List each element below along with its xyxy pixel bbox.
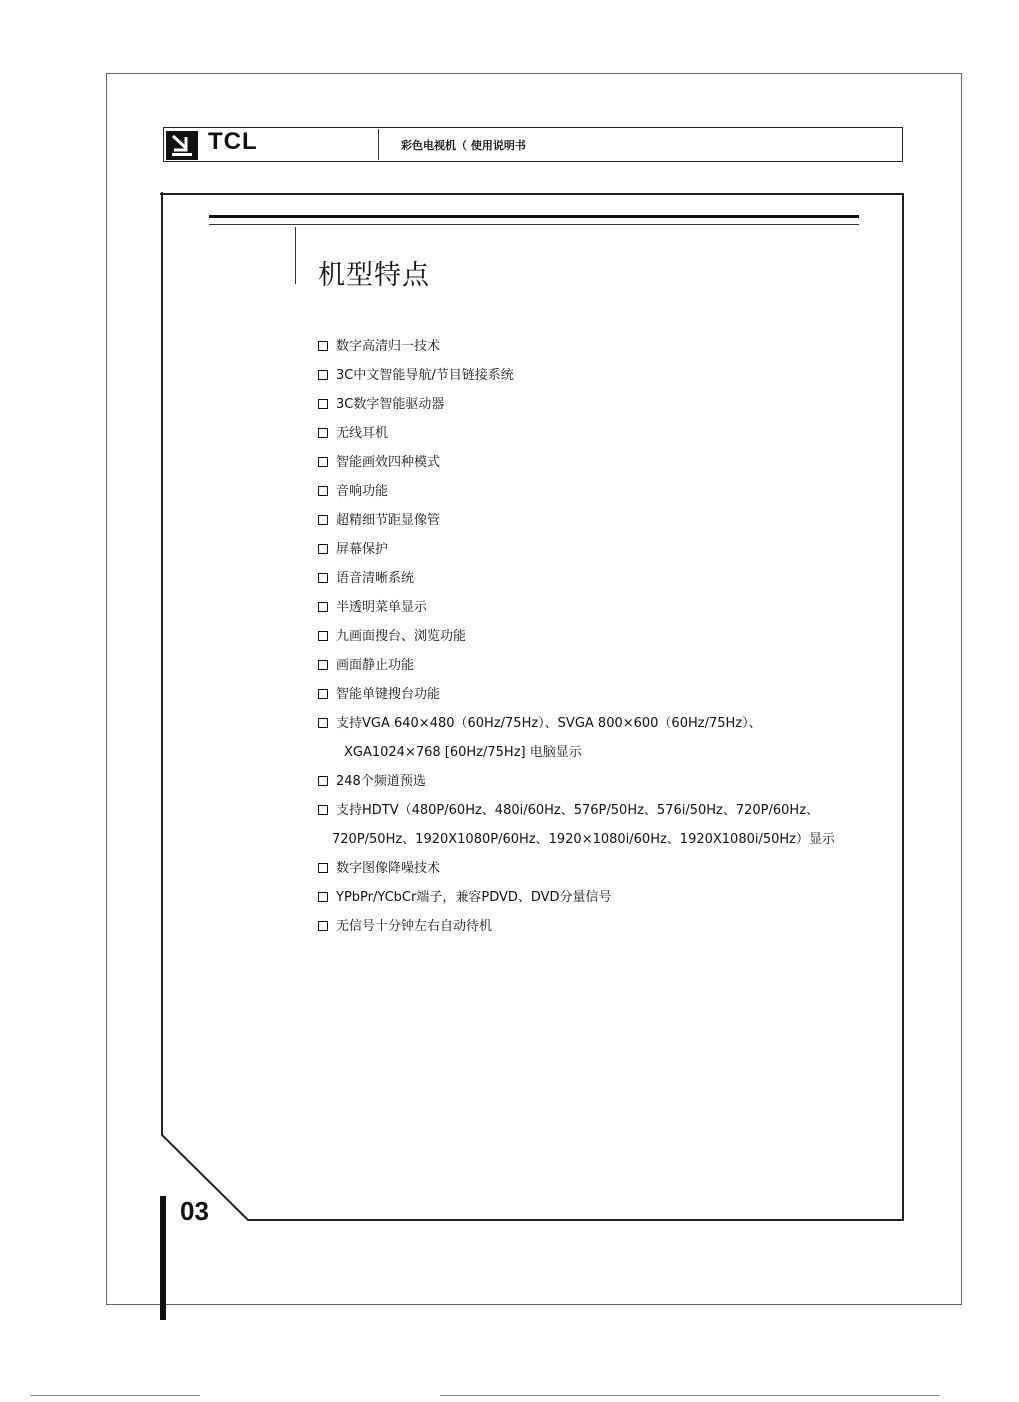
list-item: 数字高清归一技术 xyxy=(318,332,878,361)
scan-artifact xyxy=(30,1395,200,1396)
checkbox-icon xyxy=(318,399,328,409)
list-item: 3C中文智能导航/节目链接系统 xyxy=(318,361,878,390)
list-item: 3C数字智能驱动器 xyxy=(318,390,878,419)
list-item: 智能单键搜台功能 xyxy=(318,680,878,709)
checkbox-icon xyxy=(318,486,328,496)
list-item: 半透明菜单显示 xyxy=(318,593,878,622)
checkbox-icon xyxy=(318,776,328,786)
checkbox-icon xyxy=(318,515,328,525)
feature-list xyxy=(318,332,878,941)
scan-artifact xyxy=(440,1395,940,1396)
checkbox-icon xyxy=(318,428,328,438)
checkbox-icon xyxy=(318,805,328,815)
list-item: 智能画效四种模式 xyxy=(318,448,878,477)
checkbox-icon xyxy=(318,573,328,583)
list-item: 屏幕保护 xyxy=(318,535,878,564)
checkbox-icon xyxy=(318,689,328,699)
checkbox-icon xyxy=(318,341,328,351)
checkbox-icon xyxy=(318,892,328,902)
list-item: 九画面搜台、浏览功能 xyxy=(318,622,878,651)
list-item-vga: 支持VGA 640×480（60Hz/75Hz）、SVGA 800×600（60Hz/75Hz）、 XGA1024×768 [60Hz/75Hz] 电脑显示 xyxy=(318,709,878,767)
checkbox-icon xyxy=(318,544,328,554)
title-vertical-rule xyxy=(295,227,296,284)
list-item: YPbPr/YCbCr端子，兼容PDVD、DVD分量信号 xyxy=(318,883,878,912)
checkbox-icon xyxy=(318,457,328,467)
checkbox-icon xyxy=(318,631,328,641)
header-divider xyxy=(378,129,379,160)
header-subtitle: 彩色电视机（ 使用说明书 xyxy=(401,139,526,152)
page-number-bar xyxy=(160,1196,166,1320)
checkbox-icon xyxy=(318,863,328,873)
page-number: 03 xyxy=(180,1196,209,1226)
brand-name: TCL xyxy=(208,128,258,155)
list-item: 数字图像降噪技术 xyxy=(318,854,878,883)
checkbox-icon xyxy=(318,921,328,931)
checkbox-icon xyxy=(318,602,328,612)
list-item: 无线耳机 xyxy=(318,419,878,448)
list-item: 超精细节距显像管 xyxy=(318,506,878,535)
title-rule-thick xyxy=(209,215,859,218)
title-rule-thin xyxy=(209,224,859,225)
page-title: 机型特点 xyxy=(318,260,430,291)
list-item: 无信号十分钟左右自动待机 xyxy=(318,912,878,941)
checkbox-icon xyxy=(318,660,328,670)
list-item: 语音清晰系统 xyxy=(318,564,878,593)
list-item-hdtv: 支持HDTV（480P/60Hz、480i/60Hz、576P/50Hz、576i/50Hz、720P/60Hz、 720P/50Hz、1920X1080P/60Hz、1920×1080i/60Hz、1920X1080i/50Hz）显示 xyxy=(318,796,878,854)
list-item: 画面静止功能 xyxy=(318,651,878,680)
checkbox-icon xyxy=(318,718,328,728)
tcl-logo-icon xyxy=(166,131,198,160)
header-bar xyxy=(163,127,903,162)
list-item: 音响功能 xyxy=(318,477,878,506)
list-item: 248个频道预选 xyxy=(318,767,878,796)
checkbox-icon xyxy=(318,370,328,380)
